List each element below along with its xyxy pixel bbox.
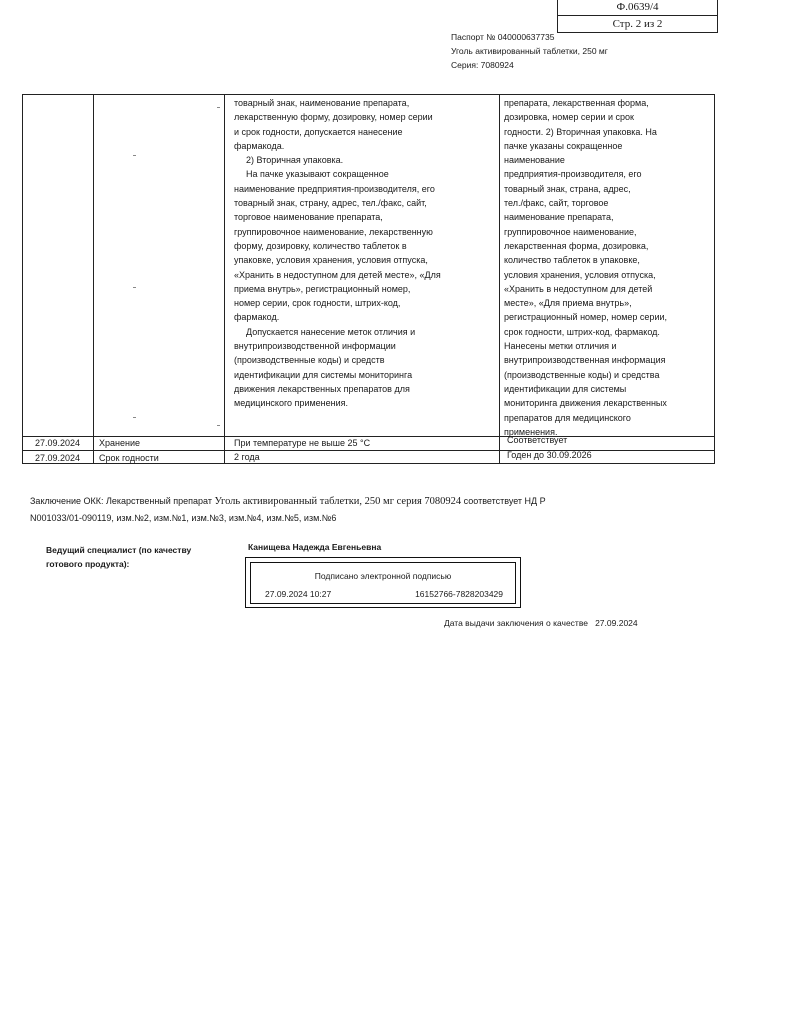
table-divider	[224, 95, 225, 463]
text-line: товарный знак, страну, адрес, тел./факс, сайт,	[234, 198, 427, 209]
text-line: месте», «Для приема внутрь»,	[504, 298, 632, 309]
text-line: «Хранить в недоступном для детей	[504, 283, 653, 294]
text-line: группировочное наименование,	[504, 226, 637, 237]
text-line: тел./факс, сайт, торговое	[504, 198, 609, 209]
e-signature-stamp	[245, 557, 521, 608]
text-line: фармакода.	[234, 140, 285, 151]
text-line: дозировка, номер серии и срок	[504, 112, 634, 123]
text-line: внутрипроизводственной информации	[234, 341, 396, 352]
row-date: 27.09.2024	[35, 438, 81, 448]
specialist-name: Канищева Надежда Евгеньевна	[248, 542, 382, 552]
text-line: регистрационный номер, номер серии,	[504, 312, 667, 323]
table-divider	[93, 95, 94, 463]
passport-number: Паспорт № 040000637735	[451, 32, 555, 42]
conclusion	[30, 493, 760, 526]
text-line: предприятия-производителя, его	[504, 169, 642, 180]
text-line: «Хранить в недоступном для детей месте», «Для	[234, 269, 441, 280]
text-line: препаратов для медицинского	[504, 412, 631, 423]
issue-date: 27.09.2024	[595, 618, 638, 628]
table-divider	[23, 450, 714, 451]
series-number: Серия: 7080924	[451, 60, 514, 70]
signature-datetime: 27.09.2024 10:27	[265, 589, 332, 599]
text-line: товарный знак, страна, адрес,	[504, 183, 631, 194]
text-line: годности. 2) Вторичная упаковка. На	[504, 126, 657, 137]
text-line: упаковке, условия хранения, условия отпуска,	[234, 255, 428, 266]
issue-label: Дата выдачи заключения о качестве	[444, 618, 588, 628]
specialist-label: Ведущий специалист (по качеству готового продукта):	[46, 545, 192, 569]
row-norm: При температуре не выше 25 °С	[234, 438, 371, 448]
row-norm: 2 года	[234, 452, 260, 462]
text-line: (производственные коды) и средства	[504, 369, 660, 380]
text-line: и срок годности, допускается нанесение	[234, 126, 403, 137]
row-result: Годен до 30.09.2026	[507, 450, 592, 460]
page-number: Стр. 2 из 2	[612, 18, 663, 30]
text-line: приема внутрь», регистрационный номер,	[234, 283, 411, 294]
quality-table	[22, 94, 715, 464]
text-line: форму, дозировку, количество таблеток в	[234, 240, 407, 251]
product-name: Уголь активированный таблетки, 250 мг	[451, 46, 608, 56]
conclusion-product: Уголь активированный таблетки, 250 мг серия 7080924	[214, 496, 462, 507]
text-line: наименование	[504, 155, 565, 166]
text-line: идентификации для системы	[504, 383, 627, 394]
text-line: количество таблеток в упаковке,	[504, 255, 640, 266]
spec-requirement-text	[234, 96, 504, 411]
conclusion-text: Лекарственный препарат	[105, 496, 212, 506]
spec-result-text	[504, 96, 704, 439]
text-line: препарата, лекарственная форма,	[504, 98, 649, 108]
text-line: товарный знак, наименование препарата,	[234, 98, 410, 108]
text-line: внутрипроизводственная информация	[504, 355, 666, 366]
row-date: 27.09.2024	[35, 453, 81, 463]
issue-date-line	[444, 618, 638, 628]
form-code-box	[557, 0, 718, 33]
text-line: группировочное наименование, лекарственную	[234, 226, 433, 237]
conclusion-text: соответствует НД Р	[463, 496, 546, 506]
signature-title: Подписано электронной подписью	[314, 571, 452, 581]
text-line: Допускается нанесение меток отличия и	[246, 326, 416, 337]
text-line: номер серии, срок годности, штрих-код,	[234, 298, 401, 309]
conclusion-label: Заключение ОКК:	[30, 496, 104, 506]
text-line: срок годности, штрих-код, фармакод.	[504, 326, 660, 337]
text-line: наименование предприятия-производителя, его	[234, 183, 435, 194]
row-parameter: Хранение	[99, 438, 140, 448]
conclusion-reference: N001033/01-090119, изм.№2, изм.№1, изм.№3, изм.№4, изм.№5, изм.№6	[30, 513, 337, 523]
text-line: пачке указаны сокращенное	[504, 140, 623, 151]
text-line: На пачке указывают сокращенное	[246, 169, 389, 180]
text-line: наименование препарата,	[504, 212, 614, 223]
text-line: мониторинга движения лекарственных	[504, 398, 667, 409]
text-line: лекарственную форму, дозировку, номер серии	[234, 112, 433, 123]
row-result: Соответствует	[507, 435, 568, 445]
text-line: 2) Вторичная упаковка.	[246, 155, 344, 166]
form-code: Ф.0639/4	[558, 0, 717, 16]
text-line: движения лекарственных препаратов для	[234, 383, 410, 394]
text-line: торговое наименование препарата,	[234, 212, 383, 223]
text-line: идентификации для системы мониторинга	[234, 369, 413, 380]
text-line: (производственные коды) и средств	[234, 355, 385, 366]
text-line: лекарственная форма, дозировка,	[504, 240, 649, 251]
signature-id: 16152766-7828203429	[415, 589, 503, 599]
row-parameter: Срок годности	[99, 453, 159, 463]
text-line: медицинского применения.	[234, 398, 349, 409]
text-line: фармакод.	[234, 312, 280, 323]
text-line: применения.	[504, 426, 558, 437]
text-line: условия хранения, условия отпуска,	[504, 269, 656, 280]
text-line: Нанесены метки отличия и	[504, 341, 617, 352]
